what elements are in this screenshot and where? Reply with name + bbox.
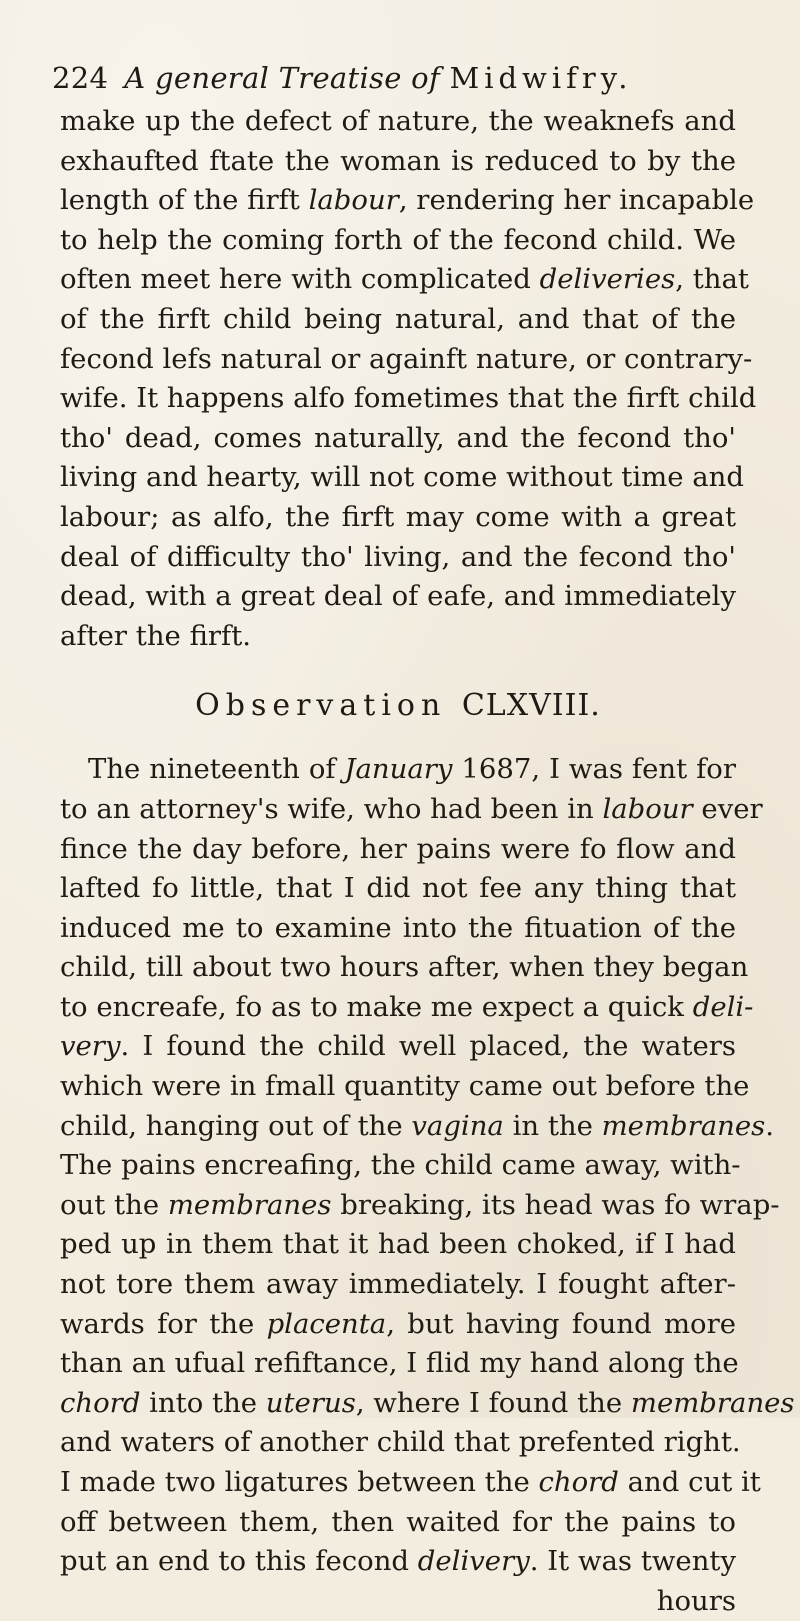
text-line: chord into the uterus, where I found the membranes <box>60 1386 795 1419</box>
text-line: out the membranes breaking, its head was fo wrap- <box>60 1188 780 1221</box>
text-line: tho' dead, comes naturally, and the fecond tho' <box>60 421 736 454</box>
text-line: very. I found the child well placed, the waters <box>60 1030 736 1063</box>
italic-term: membranes <box>630 1386 795 1419</box>
page-number: 224 <box>52 61 109 95</box>
text-line: put an end to this fecond delivery. It was twenty <box>60 1545 736 1578</box>
text-line: lafted fo little, that I did not fee any thing that <box>60 872 736 905</box>
italic-term: January <box>344 753 453 786</box>
text-line: exhaufted ftate the woman is reduced to by the <box>60 144 736 177</box>
italic-term: uterus <box>265 1386 356 1419</box>
text-line: The nineteenth of January 1687, I was fent for <box>88 753 736 786</box>
text-line: of the firft child being natural, and that of the <box>60 302 736 335</box>
text-line: often meet here with complicated deliveries, that <box>60 263 749 296</box>
text-line: child, till about two hours after, when they began <box>60 951 749 984</box>
text-line: length of the firft labour, rendering her incapable <box>60 184 755 217</box>
italic-term: delivery <box>417 1545 530 1578</box>
catchword: hours <box>656 1584 736 1617</box>
observation-label: Observation <box>195 688 447 724</box>
text-line: ped up in them that it had been choked, if I had <box>60 1228 736 1261</box>
text-line: I made two ligatures between the chord and cut it <box>60 1466 761 1498</box>
text-line: living and hearty, will not come without time and <box>60 461 744 494</box>
text-line: child, hanging out of the vagina in the membranes. <box>60 1109 775 1142</box>
italic-term: deli- <box>692 990 754 1023</box>
observation-heading <box>60 686 736 726</box>
text-line: and waters of another child that prefented right. <box>60 1426 741 1459</box>
text-line: induced me to examine into the fituation of the <box>60 911 736 944</box>
text-line: deal of difficulty tho' living, and the fecond tho' <box>60 540 736 573</box>
italic-term: chord <box>538 1466 619 1498</box>
text-line: wife. It happens alfo fometimes that the firft child <box>60 382 757 415</box>
italic-term: deliveries <box>539 263 676 296</box>
text-line: labour; as alfo, the firft may come with a great <box>60 500 736 533</box>
text-line: after the firft. <box>60 619 252 652</box>
italic-term: membranes <box>601 1109 766 1142</box>
text-line: to help the coming forth of the fecond child. We <box>60 223 736 256</box>
body-text <box>60 102 795 1621</box>
italic-term: placenta <box>266 1307 387 1340</box>
italic-term: labour <box>602 792 693 825</box>
italic-term: membranes <box>167 1188 332 1221</box>
text-line: The pains encreafing, the child came away, with- <box>60 1149 741 1182</box>
text-line: to encreafe, fo as to make me expect a quick deli- <box>60 990 754 1023</box>
text-line: make up the defect of nature, the weaknefs and <box>60 105 736 137</box>
text-line: fince the day before, her pains were fo flow and <box>60 832 736 865</box>
italic-term: labour <box>308 184 399 217</box>
text-line: than an ufual refiftance, I flid my hand along the <box>60 1347 739 1380</box>
running-title-subject: Midwifry. <box>449 61 633 95</box>
text-line: which were in fmall quantity came out before the <box>60 1070 750 1103</box>
italic-term: chord <box>60 1386 141 1419</box>
observation-paragraph <box>60 750 795 1581</box>
text-line: dead, with a great deal of eafe, and immediately <box>60 580 736 613</box>
text-line: off between them, then waited for the pains to <box>60 1505 736 1538</box>
text-line: wards for the placenta, but having found more <box>60 1307 737 1340</box>
text-line: not tore them away immediately. I fought after- <box>60 1268 736 1301</box>
text-line: to an attorney's wife, who had been in labour ever <box>60 792 763 825</box>
italic-term: vagina <box>411 1109 504 1142</box>
italic-term: very <box>60 1030 121 1063</box>
observation-number: CLXVIII. <box>461 688 601 724</box>
running-title: A general Treatise of <box>124 61 440 95</box>
paragraph-continuation <box>60 102 757 656</box>
text-line: fecond lefs natural or againft nature, or contrary- <box>60 342 753 375</box>
running-head <box>52 60 736 96</box>
